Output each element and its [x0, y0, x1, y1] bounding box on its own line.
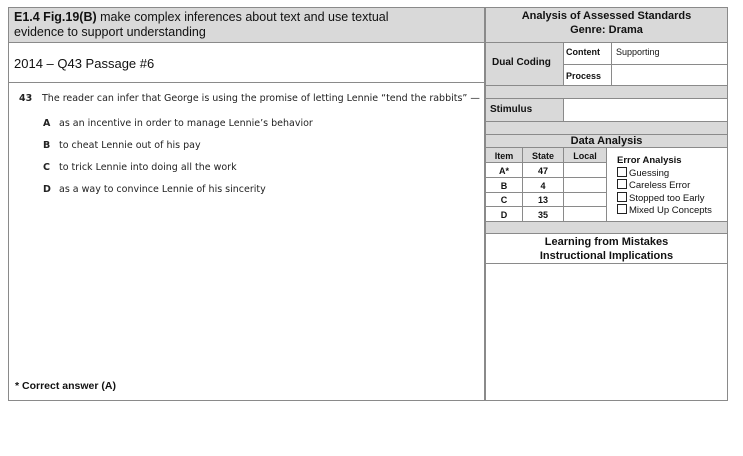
row-state: 35 [537, 210, 548, 220]
option-letter: A [43, 118, 51, 129]
standard-text-line1: make complex inferences about text and use textual [96, 10, 389, 24]
col-state: State [531, 151, 554, 161]
option-letter: D [43, 184, 51, 195]
content-value: Supporting [616, 47, 660, 57]
checkbox-icon[interactable] [617, 167, 627, 177]
row-item: A* [498, 166, 509, 176]
error-option[interactable]: Stopped too Early [617, 192, 712, 205]
analysis-title: Analysis of Assessed Standards [521, 10, 692, 22]
spacer-row [486, 122, 727, 134]
spacer-row [486, 86, 727, 98]
item-id: 2014 – Q43 Passage #6 [14, 56, 155, 71]
row-item: C [500, 195, 508, 205]
row-item: B [500, 181, 508, 191]
standard-description [14, 10, 479, 40]
option-letter: C [43, 162, 50, 173]
error-analysis-title: Error Analysis [617, 155, 682, 166]
standard-code: E1.4 Fig.19(B) [14, 10, 97, 24]
option-text: to cheat Lennie out of his pay [59, 140, 201, 151]
question-number: 43 [19, 93, 33, 104]
option-text: to trick Lennie into doing all the work [59, 162, 237, 173]
col-local: Local [573, 151, 597, 161]
data-analysis-title: Data Analysis [570, 135, 643, 147]
learning-title: Learning from Mistakes [544, 236, 669, 248]
error-option[interactable]: Mixed Up Concepts [617, 204, 712, 217]
row-state: 47 [537, 166, 548, 176]
option-letter: B [43, 140, 51, 151]
standard-text-line2: evidence to support understanding [14, 25, 206, 39]
spacer-row [486, 222, 727, 233]
checkbox-icon[interactable] [617, 192, 627, 202]
row-state: 4 [540, 181, 546, 191]
error-option[interactable]: Guessing [617, 167, 712, 180]
dual-coding-label: Dual Coding [492, 57, 551, 68]
instructional-implications-title: Instructional Implications [539, 250, 674, 262]
correct-answer-note: * Correct answer (A) [15, 380, 116, 392]
option-text: as a way to convince Lennie of his sincerity [59, 184, 266, 195]
option-text: as an incentive in order to manage Lennie’s behavior [59, 118, 313, 129]
stimulus-label: Stimulus [490, 104, 533, 115]
error-option[interactable]: Careless Error [617, 179, 712, 192]
genre-label: Genre: Drama [570, 24, 643, 36]
question-stem: The reader can infer that George is using the promise of letting Lennie “tend the rabbits” — [42, 93, 480, 104]
checkbox-icon[interactable] [617, 204, 627, 214]
content-label: Content [566, 47, 600, 57]
row-item: D [500, 210, 508, 220]
row-state: 13 [537, 195, 548, 205]
checkbox-icon[interactable] [617, 179, 627, 189]
col-item: Item [494, 151, 514, 161]
process-label: Process [566, 71, 602, 81]
error-analysis [617, 155, 712, 217]
